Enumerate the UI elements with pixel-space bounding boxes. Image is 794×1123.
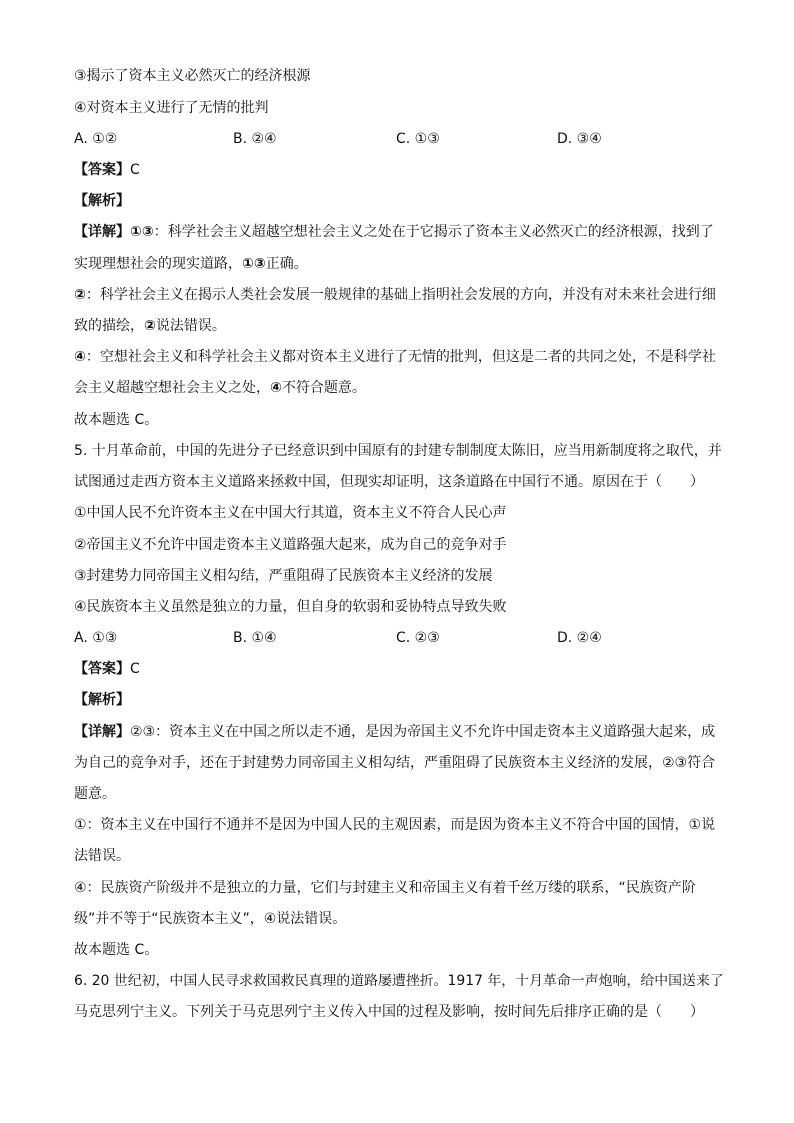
key-marker: ④ bbox=[74, 349, 86, 365]
q5-item-2: ②帝国主义不允许中国走资本主义道路强大起来，成为自己的竞争对手 bbox=[74, 537, 507, 553]
q5-option-a: A. ①③ bbox=[74, 630, 118, 646]
detail-tag: 【详解】 bbox=[74, 224, 130, 240]
q5-item-1: ①中国人民不允许资本主义在中国大行其道，资本主义不符合人民心声 bbox=[74, 505, 507, 521]
answer-tag: 【答案】 bbox=[74, 162, 130, 178]
q5-answer-line bbox=[74, 659, 140, 679]
q5-item-3: ③封建势力同帝国主义相勾结，严重阻碍了民族资本主义经济的发展 bbox=[74, 568, 493, 584]
q4-detail-line-2 bbox=[74, 254, 308, 274]
q4-item-4: ④对资本主义进行了无情的批判 bbox=[74, 100, 269, 116]
q4-detail-line-1 bbox=[74, 222, 714, 242]
q4-conclusion: 故本题选 C。 bbox=[74, 412, 159, 428]
q4-option-d: D. ③④ bbox=[557, 131, 602, 147]
q5-option-d: D. ②④ bbox=[557, 630, 602, 646]
q5-detail-line-1 bbox=[74, 722, 715, 742]
q5-detail-line-6: ④：民族资产阶级并不是独立的力量，它们与封建主义和帝国主义有着千丝万缕的联系，“民族资产阶 bbox=[74, 880, 696, 896]
q4-detail-line-6 bbox=[74, 378, 366, 398]
q5-item-4: ④民族资本主义虽然是独立的力量，但自身的软弱和妥协特点导致失败 bbox=[74, 599, 507, 615]
detail-text: 致的描绘， bbox=[74, 318, 144, 334]
q5-detail-line-5: 法错误。 bbox=[74, 848, 130, 864]
q4-item-3: ③揭示了资本主义必然灭亡的经济根源 bbox=[74, 68, 311, 84]
q4-option-a: A. ①② bbox=[74, 131, 118, 147]
key-marker: ② bbox=[74, 287, 86, 303]
q5-detail-line-4: ①：资本主义在中国行不通并不是因为中国人民的主观因素，而是因为资本主义不符合中国的国情，①说 bbox=[74, 817, 716, 833]
detail-text: ②③：资本主义在中国之所以走不通，是因为帝国主义不允许中国走资本主义道路强大起来，成 bbox=[130, 724, 716, 740]
q4-option-b: B. ②④ bbox=[233, 131, 277, 147]
detail-text: 实现理想社会的现实道路， bbox=[74, 256, 242, 272]
q5-analysis-tag: 【解析】 bbox=[74, 692, 130, 708]
detail-text: ：空想社会主义和科学社会主义都对资本主义进行了无情的批判，但这是二者的共同之处，不是科学社 bbox=[85, 349, 716, 365]
q4-option-c: C. ①③ bbox=[396, 131, 440, 147]
detail-text: 不符合题意。 bbox=[281, 380, 366, 396]
key-marker: ② bbox=[144, 318, 156, 334]
q5-stem-line-1: 5. 十月革命前，中国的先进分子已经意识到中国原有的封建专制制度太陈旧，应当用新制度将之取代，并 bbox=[74, 443, 722, 459]
q5-detail-line-2: 为自己的竞争对手，还在于封建势力同帝国主义相勾结，严重阻碍了民族资本主义经济的发展，②③符合 bbox=[74, 755, 716, 771]
answer-tag: 【答案】 bbox=[74, 661, 130, 677]
q5-detail-line-7: 级”并不等于“民族资本主义”，④说法错误。 bbox=[74, 911, 347, 927]
q4-detail-line-3 bbox=[74, 285, 716, 305]
q5-option-c: C. ②③ bbox=[396, 630, 440, 646]
answer-value: C bbox=[130, 162, 140, 178]
key-marker: ①③ bbox=[130, 224, 154, 240]
q5-detail-line-3: 题意。 bbox=[74, 786, 116, 802]
key-marker: ④ bbox=[270, 380, 282, 396]
q6-stem-line-2: 马克思列宁主义。下列关于马克思列宁主义传入中国的过程及影响，按时间先后排序正确的是（ ） bbox=[74, 1004, 704, 1020]
answer-value: C bbox=[130, 661, 140, 677]
detail-text: 会主义超越空想社会主义之处， bbox=[74, 380, 270, 396]
q4-detail-line-5 bbox=[74, 347, 716, 367]
q4-answer-line bbox=[74, 160, 140, 180]
q5-option-b: B. ①④ bbox=[233, 630, 277, 646]
detail-text: ：科学社会主义在揭示人类社会发展一般规律的基础上指明社会发展的方向，并没有对未来社会进行细 bbox=[85, 287, 716, 303]
detail-tag: 【详解】 bbox=[74, 724, 130, 740]
q6-stem-line-1: 6. 20 世纪初，中国人民寻求救国救民真理的道路屡遭挫折。1917 年，十月革命一声炮响，给中国送来了 bbox=[74, 973, 724, 989]
q5-conclusion: 故本题选 C。 bbox=[74, 942, 159, 958]
detail-text: ：科学社会主义超越空想社会主义之处在于它揭示了资本主义必然灭亡的经济根源，找到了 bbox=[153, 224, 714, 240]
q5-stem-line-2: 试图通过走西方资本主义道路来拯救中国，但现实却证明，这条道路在中国行不通。原因在于（ ） bbox=[74, 474, 704, 490]
detail-text: 正确。 bbox=[265, 256, 308, 272]
key-marker: ①③ bbox=[242, 256, 266, 272]
detail-text: 说法错误。 bbox=[155, 318, 226, 334]
q4-analysis-tag: 【解析】 bbox=[74, 193, 130, 209]
q4-detail-line-4 bbox=[74, 316, 226, 336]
